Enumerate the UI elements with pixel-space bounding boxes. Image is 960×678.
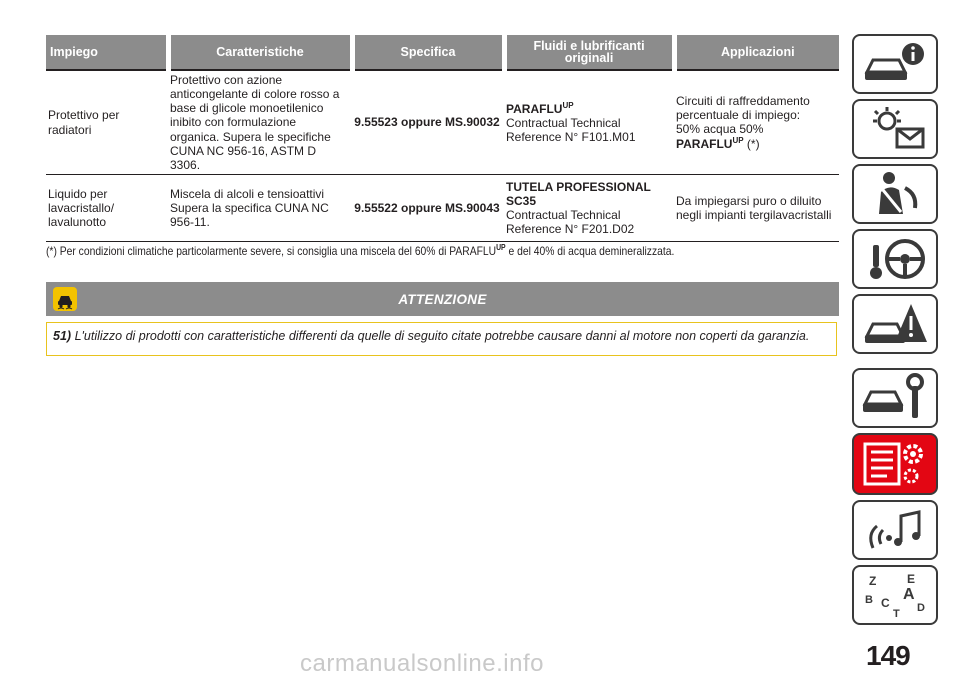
column-header-use: Impiego [46,35,168,70]
tab-technical-data[interactable] [852,433,938,495]
svg-text:T: T [893,608,900,620]
svg-text:E: E [907,572,916,586]
emergency-icon [859,298,931,350]
application-brand: PARAFLU [676,137,733,152]
warning-text: L'utilizzo di prodotti con caratteristiche differenti da quelle di seguito citate potrebbe causare danni al motore non coperti da garanzia. [74,329,810,343]
column-header-applications: Applicazioni [674,35,839,70]
column-header-fluids: Fluidi e lubrificanti originali [504,35,674,70]
car-info-icon [859,38,931,90]
cell-fluid [504,70,674,175]
fluid-name: PARAFLU [506,101,563,116]
fluid-ref: Contractual Technical Reference N° F201.D02 [506,208,635,237]
footnote-sup: UP [496,243,506,252]
table-row [46,175,839,242]
car-skid-warning-icon [52,286,78,312]
tab-starting-driving[interactable] [852,229,938,289]
warning-body [46,322,837,356]
footnote-text: (*) Per condizioni climatiche particolarmente severe, si consiglia una miscela del 60% di PARAFLU [46,244,497,258]
watermark: carmanualsonline.info [300,650,544,677]
svg-text:C: C [881,596,890,610]
cell-features: Protettivo con azione anticongelante di colore rosso a base di glicole monoetilenico inibito con formulazione organica. Supera le specifiche CUNA NC 956-16, ASTM D 3306. [168,70,352,175]
tab-warning-lights[interactable] [852,99,938,159]
tab-index[interactable] [852,565,938,625]
warning-lights-icon [859,103,931,155]
tab-maintenance[interactable] [852,368,938,428]
multimedia-icon [859,504,931,556]
application-sup: UP [732,136,744,146]
steering-wheel-icon [859,233,931,285]
cell-fluid [504,175,674,242]
column-header-spec: Specifica [352,35,504,70]
column-header-features: Caratteristiche [168,35,352,70]
warning-number: 51) [53,329,72,343]
alphabetical-index-icon [859,569,931,621]
fluid-sup: UP [562,100,574,110]
technical-data-table [46,35,839,242]
tab-multimedia[interactable] [852,500,938,560]
technical-data-icon [859,438,931,490]
application-ratio: 50% acqua 50% [676,122,764,137]
fluid-name: TUTELA PROFESSIONAL SC35 [506,179,651,208]
cell-application: Da impiegarsi puro o diluito negli impianti tergilavacristalli [674,175,839,242]
fluid-ref: Contractual Technical Reference N° F101.M01 [506,115,636,145]
cell-application [674,70,839,175]
svg-text:A: A [903,586,915,603]
application-note: (*) [746,137,760,152]
page-number: 149 [866,640,910,671]
cell-features: Miscela di alcoli e tensioattivi Supera la specifica CUNA NC 956-11. [168,175,352,242]
cell-use: Protettivo per radiatori [46,70,168,175]
application-text: Circuiti di raffreddamento percentuale di impiego: [676,93,810,122]
cell-spec: 9.55523 oppure MS.90032 [352,70,504,175]
cell-spec: 9.55522 oppure MS.90043 [352,175,504,242]
footnote-text-end: e del 40% di acqua demineralizzata. [508,244,675,258]
cell-use: Liquido per lavacristallo/ lavalunotto [46,175,168,242]
tab-car-info[interactable] [852,34,938,94]
seatbelt-safety-icon [859,168,931,220]
table-footnote [46,243,728,258]
table-header-row [46,35,839,70]
svg-text:D: D [917,602,925,614]
tab-emergency[interactable] [852,294,938,354]
warning-header [46,282,839,316]
tab-safety[interactable] [852,164,938,224]
table-row [46,70,839,175]
warning-title: ATTENZIONE [398,291,487,307]
svg-text:B: B [865,594,873,606]
svg-text:Z: Z [869,574,877,588]
car-maintenance-icon [859,372,931,424]
